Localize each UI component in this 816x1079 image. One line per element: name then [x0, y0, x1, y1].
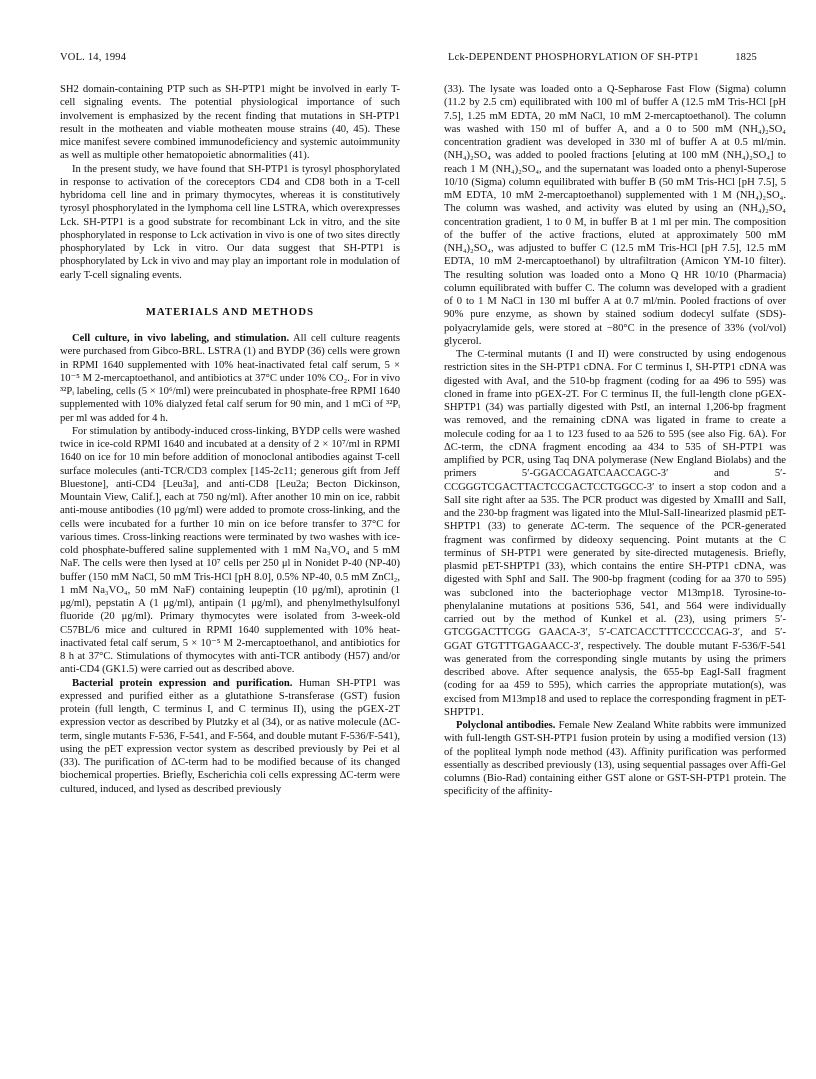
subsection-heading-protein-expression: Bacterial protein expression and purification. [72, 677, 293, 689]
protein-expression-text: Human SH-PTP1 was expressed and purified either as a glutathione S-transferase (GST) fusion protein (full length, C terminus I, and C terminus II), using the pGEX-2T expression vector as described by Plutzky et al (34), or as native molecule (ΔC-term, single mutants F-536, F-541, and F-564, and double mutant F-536/F-541), using the pET expression vector system as described previously by Pei et al (33). The purification of ΔC-term had to be modified because of its changed biochemical properties. Briefly, Escherichia coli cells expressing ΔC-term were cultured, induced, and lysed as described previously [60, 677, 400, 795]
methods-protein-expression-paragraph [60, 677, 400, 796]
subsection-heading-cell-culture: Cell culture, in vivo labeling, and stimulation. [72, 333, 290, 344]
purification-paragraph: (33). The lysate was loaded onto a Q-Sepharose Fast Flow (Sigma) column (11.2 by 2.5 cm) equilibrated with 100 ml of buffer A (12.5 mM Tris-HCl [pH 7.5], 1.25 mM EDTA, 20 mM NaCl, 10 mM 2-mercaptoethanol). The column was washed with 150 ml of buffer A, and a 0 to 500 mM (NH₄)₂SO₄ concentration gradient was developed in 330 ml of buffer A at 0.5 ml/min. (NH₄)₂SO₄ was added to pooled fractions [eluting at 100 mM (NH₄)₂SO₄] to reach 1 M (NH₄)₂SO₄, and the supernatant was loaded onto a phenyl-Superose 10/10 (Sigma) column equilibrated with buffer B (50 mM Tris-HCl [pH 7.5], 5 mM EDTA, 10 mM 2-mercaptoethanol) supplemented with 1 M (NH₄)₂SO₄. The column was washed, and activity was eluted by using an (NH₄)₂SO₄ concentration gradient, 1 to 0 M, in buffer B at 1 ml per min. The composition of the buffer of the active fractions, eluted at approximately 500 mM (NH₄)₂SO₄, was adjusted to buffer C (12.5 mM Tris-HCl [pH 7.5], 12.5 mM EDTA, 10 mM 2-mercaptoethanol) by ultrafiltration (Amicon YM-10 filter). The resulting solution was loaded onto a Mono Q HR 10/10 (Pharmacia) column equilibrated with buffer C. The column was developed with a gradient of 0 to 1 M NaCl in 130 ml buffer A at 0.7 ml/min. Pooled fractions of over 90% pure enzyme, as shown by stained sodium dodecyl sulfate (SDS)-polyacrylamide gels, were stored at −80°C in the presence of 33% (vol/vol) glycerol. [444, 84, 786, 347]
cell-culture-text: All cell culture reagents were purchased from Gibco-BRL. LSTRA (1) and BYDP (36) cells were grown in RPMI 1640 supplemented with 10% heat-inactivated fetal calf serum, 5 × 10⁻⁵ M 2-mercaptoethanol, and antibiotics at 37°C under 10% CO₂. For in vivo ³²Pᵢ labeling, cells (5 × 10⁶/ml) were preincubated in phosphate-free RPMI 1640 supplemented with 10% dialyzed fetal calf serum for 90 min, and 1 mCi of ³²Pᵢ per ml was added for 4 h. [60, 333, 400, 424]
right-column [444, 83, 786, 799]
subsection-heading-antibodies: Polyclonal antibodies. [456, 720, 556, 731]
left-column [60, 83, 400, 796]
stimulation-paragraph: For stimulation by antibody-induced cross-linking, BYDP cells were washed twice in ice-cold RPMI 1640 and incubated at a density of 2 × 10⁷/ml in RPMI 1640 on ice for 10 min before addition of monoclonal antibodies against T-cell surface molecules (anti-TCR/CD3 complex [145-2c11; generous gift from Jeff Bluestone], anti-CD4 [Leu3a], and anti-CD8 [Leu2a; Becton Dickinson, Mountain View, Calif.], each at 750 ng/ml). After another 10 min on ice, rabbit anti-mouse antibodies (10 μg/ml) were added to promote cross-linking, and the cells were incubated for a further 10 min on ice before transfer to 37°C for various times. Cross-linking reactions were terminated by two washes with ice-cold phosphate-buffered saline supplemented with 1 mM Na₃VO₄ and 5 mM NaF. The cells were then lysed at 10⁷ cells per 250 μl in Nonidet P-40 (NP-40) buffer (150 mM NaCl, 50 mM Tris-HCl [pH 8.0], 0.5% NP-40, 0.5 mM ZnCl₂, 1 mM Na₃VO₄, 50 mM NaF) containing leupeptin (10 μg/ml), aprotinin (1 μg/ml), pepstatin A (1 μg/ml), antipain (1 μg/ml), and phenylmethylsulfonyl fluoride (20 μg/ml). Primary thymocytes were isolated from 3-week-old C57BL/6 mice and cultured in RPMI 1640 supplemented with 10% heat-inactivated fetal calf serum, 5 × 10⁻⁵ M 2-mercaptoethanol, and antibiotics for 8 h at 37°C. Stimulations of thymocytes with anti-TCR antibody (H57) and/or anti-CD4 (GK1.5) were carried out as described above. [60, 425, 400, 676]
section-title: MATERIALS AND METHODS [145, 306, 315, 318]
mutants-paragraph: The C-terminal mutants (I and II) were constructed by using endogenous restriction sites in the SH-PTP1 cDNA. For C terminus I, SH-PTP1 cDNA was digested with AvaI, and the 510-bp fragment (coding for aa 496 to 595) was cloned in frame into pGEX-2T. For C terminus II, the full-length clone pGEX-SHPTP1 (34) was partially digested with PstI, an internal 1,206-bp fragment was removed, and the remaining cDNA was ligated in frame to create a molecule coding for aa 1 to 123 fused to aa 526 to 595 (see also Fig. 6A). For ΔC-term, the cDNA fragment encoding aa 434 to 535 of SH-PTP1 was amplified by PCR, using Taq DNA polymerase (New England Biolabs) and the primers 5′-GGACCAGATCAACCAGC-3′ and 5′-CCGGGTCGACTTACTCCGACTCCTGGCC-3′ to insert a stop codon and a SalI site right after aa 535. The PCR product was digested by XmaIII and SalI, and the 230-bp fragment was ligated into the MluI-SalI-linearized plasmid pET-SHPTP1 (33) to generate ΔC-term. The sequence of the PCR-generated fragment was confirmed by dideoxy sequencing. Point mutants at the C terminus of SH-PTP1 were generated by site-directed mutagenesis. Briefly, plasmid pET-SHPTP1 (33), which contains the entire SH-PTP1 cDNA, was digested with SphI and SalI. The 900-bp fragment (coding for aa 370 to 595) was subcloned into the bacteriophage vector M13mp18. Tyrosine-to-phenylalanine mutations at positions 536, 541, and 564 were individually carried out by the method of Kunkel et al. (23), using primers 5′-GTCGGACTTCGG GAACA-3′, 5′-CATCACCTTTCCCCCAG-3′, and 5′-GGAT GTGTTTGAGAACC-3′, respectively. The double mutant F-536/F-541 was generated from the corresponding single mutants by using the primers described above. After sequence analysis, the 655-bp EagI-SalI fragment (coding for aa 459 to 595), which carries the appropriate mutation(s), was excised from M13mp18 and used to replace the corresponding fragment in pET-SHPTP1. [444, 349, 786, 718]
intro-paragraph-2: In the present study, we have found that SH-PTP1 is tyrosyl phosphorylated in response to activation of the coreceptors CD4 and CD8 both in a T-cell hybridoma cell line and in primary thymocytes, whereas it is constitutively tyrosyl phosphorylated in the lymphoma cell line LSTRA, which overexpresses Lck. SH-PTP1 is a good substrate for recombinant Lck in vitro, and the site phosphorylated in response to Lck activation in vivo is one of two sites directly phosphorylated by Lck in vitro. Our data suggest that SH-PTP1 is phosphorylated by Lck in vivo and may play an important role in modulation of early T-cell signaling events. [60, 163, 400, 281]
antibodies-text: Female New Zealand White rabbits were immunized with full-length GST-SH-PTP1 fusion protein by using a modified version (13) of the popliteal lymph node method (43). Affinity purification was performed essentially as described previously (13), using sequential passages over Affi-Gel columns (Bio-Rad) containing either GST alone or GST-SH-PTP1 protein. The specificity of the affinity- [444, 720, 786, 798]
intro-paragraph-1: SH2 domain-containing PTP such as SH-PTP1 might be involved in early T-cell signaling events. The potential physiological importance of such involvement is emphasized by the recent finding that mutations in SH-PTP1 result in the motheaten and viable motheaten mouse strains (40, 45). These mice manifest severe combined immunodeficiency and systemic autoimmunity as well as multiple other hematopoietic abnormalities (41). [60, 84, 400, 162]
running-title: Lck-DEPENDENT PHOSPHORYLATION OF SH-PTP1 [448, 52, 699, 63]
volume-label: VOL. 14, 1994 [60, 52, 127, 63]
methods-cell-culture-paragraph [60, 332, 400, 425]
methods-antibodies-paragraph [444, 719, 786, 799]
running-header [60, 52, 757, 68]
page-number: 1825 [735, 52, 757, 63]
